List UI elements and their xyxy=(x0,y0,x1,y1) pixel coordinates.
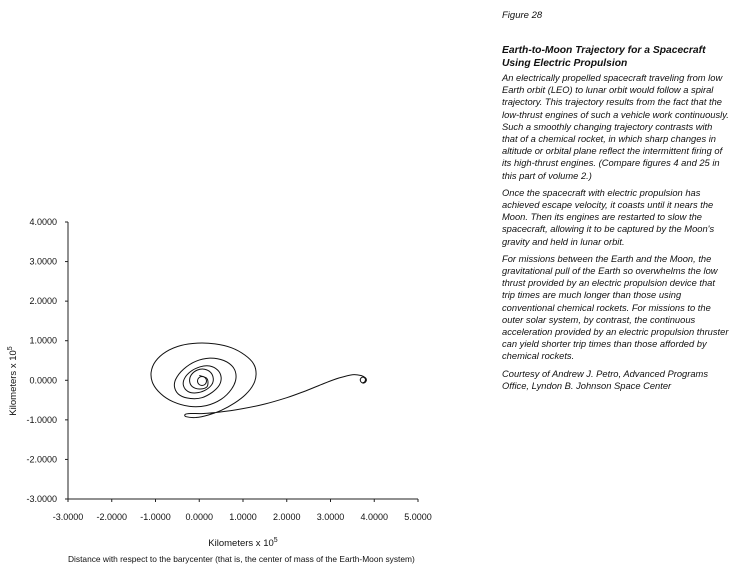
x-tick-label: 4.0000 xyxy=(360,512,389,522)
x-tick-label: -2.0000 xyxy=(96,512,128,522)
paragraph: For missions between the Earth and the Moon, the gravitational pull of the Earth so overwhelms the low thrust provided by an electric propulsion device that trip times are much longer than those using conventional chemical rockets. For missions to the outer solar system, by contrast, the continuous acceleration provided by an electric propulsion thruster can yield shorter trip times than those afforded by chemical rockets. xyxy=(502,253,729,362)
figure-caption: Distance with respect to the barycenter (that is, the center of mass of the Earth-Moon system) xyxy=(68,554,415,564)
y-tick-label: 1.0000 xyxy=(29,335,57,346)
x-tick-label: 0.0000 xyxy=(185,512,214,522)
figure-sidebar xyxy=(502,10,730,397)
figure-label: Figure 28 xyxy=(502,10,543,21)
y-tick-label: 4.0000 xyxy=(29,217,57,227)
y-axis-title: Kilometers x $10^5$ xyxy=(7,346,19,416)
y-tick-label: -1.0000 xyxy=(26,414,57,425)
paragraph: An electrically propelled spacecraft traveling from low Earth orbit (LEO) to lunar orbit would follow a spiral trajectory. This trajectory results from the fact that the low-thrust engines of such a vehicle work continuously. Such a smoothly changing trajectory contrasts with that of a chemical rocket, in which sharp changes in altitude or orbital plane reflect the intermittent firing of its high-thrust engines. (Compare figures 4 and 25 in this part of volume 2.) xyxy=(502,73,729,181)
y-tick-label: 2.0000 xyxy=(29,296,57,307)
x-tick-label: 5.0000 xyxy=(404,512,432,522)
x-axis-ticks xyxy=(53,499,432,522)
paragraph: Once the spacecraft with electric propulsion has achieved escape velocity, it coasts until it nears the Moon. Then its engines are restarted to slow the spacecraft, allowing it to be captured by the Moon's gravity and held in lunar orbit. xyxy=(502,187,715,247)
trajectory-line xyxy=(151,343,366,418)
y-axis-ticks xyxy=(26,217,68,504)
series-layer xyxy=(151,343,366,418)
figure-title: Earth-to-Moon Trajectory for a Spacecraft Using Electric Propulsion xyxy=(502,45,706,69)
earth-marker xyxy=(198,377,207,386)
x-tick-label: -3.0000 xyxy=(52,512,84,522)
x-tick-label: 1.0000 xyxy=(229,512,257,522)
x-axis-title: Kilometers x $10^5$ xyxy=(208,537,278,549)
x-tick-label: -1.0000 xyxy=(140,512,171,522)
credit-paragraph: Courtesy of Andrew J. Petro, Advanced Programs Office, Lyndon B. Johnson Space Center xyxy=(502,368,709,391)
y-tick-label: -3.0000 xyxy=(26,494,57,504)
y-tick-label: -2.0000 xyxy=(26,454,57,465)
x-tick-label: 3.0000 xyxy=(316,512,345,522)
y-tick-label: 3.0000 xyxy=(29,256,57,267)
x-tick-label: 2.0000 xyxy=(272,512,301,522)
y-tick-label: 0.0000 xyxy=(29,375,57,386)
